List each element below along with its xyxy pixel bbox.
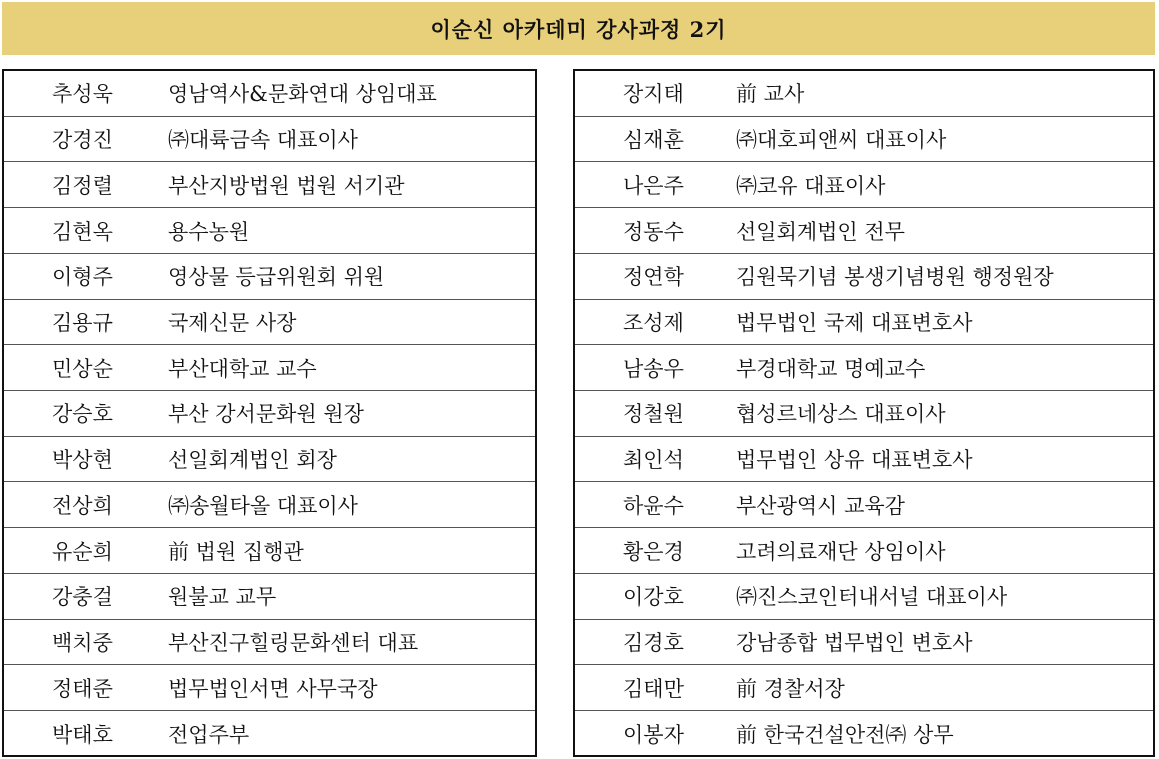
table-row [575, 620, 1153, 666]
person-name: 전상희 [52, 493, 113, 518]
person-title: 前 교사 [736, 82, 805, 107]
table-row [575, 345, 1153, 391]
table-row [575, 437, 1153, 483]
person-title: 법무법인서면 사무국장 [168, 676, 378, 701]
header-bar [2, 2, 1155, 55]
person-title: ㈜코유 대표이사 [736, 173, 886, 198]
table-row [4, 528, 535, 574]
table-row [575, 482, 1153, 528]
page-title: 이순신 아카데미 강사과정 2기 [430, 16, 727, 42]
person-name: 정태준 [52, 676, 113, 701]
person-title: 용수농원 [168, 219, 250, 244]
person-name: 나은주 [623, 173, 684, 198]
person-title: 원불교 교무 [168, 585, 277, 610]
person-title: 부산 강서문화원 원장 [168, 402, 364, 427]
table-row [4, 208, 535, 254]
person-title: 부산진구힐링문화센터 대표 [168, 630, 419, 655]
person-name: 하윤수 [623, 493, 684, 518]
person-name: 박상현 [52, 448, 113, 473]
person-name: 김용규 [52, 310, 113, 335]
table-row [575, 71, 1153, 117]
right-roster-table [573, 69, 1155, 757]
table-row [575, 162, 1153, 208]
person-title: 선일회계법인 회장 [168, 448, 337, 473]
person-name: 최인석 [623, 448, 684, 473]
table-row [4, 620, 535, 666]
table-row [4, 711, 535, 757]
person-title: ㈜대호피앤씨 대표이사 [736, 128, 947, 153]
table-row [575, 300, 1153, 346]
person-title: ㈜대륙금속 대표이사 [168, 128, 358, 153]
table-row [575, 117, 1153, 163]
person-name: 김현옥 [52, 219, 113, 244]
table-row [4, 391, 535, 437]
person-title: 국제신문 사장 [168, 310, 297, 335]
person-name: 황은경 [623, 539, 684, 564]
person-title: 전업주부 [168, 722, 250, 747]
person-title: 김원묵기념 봉생기념병원 행정원장 [736, 265, 1054, 290]
person-name: 백치중 [52, 630, 113, 655]
person-title: 부경대학교 명예교수 [736, 356, 926, 381]
person-title: 前 경찰서장 [736, 676, 845, 701]
table-row [575, 254, 1153, 300]
person-title: 부산지방법원 법원 서기관 [168, 173, 405, 198]
person-title: 부산광역시 교육감 [736, 493, 905, 518]
person-title: 강남종합 법무법인 변호사 [736, 630, 973, 655]
table-row [4, 574, 535, 620]
table-row [575, 208, 1153, 254]
table-row [575, 528, 1153, 574]
person-name: 이봉자 [623, 722, 684, 747]
person-title: 영상물 등급위원회 위원 [168, 265, 385, 290]
person-name: 김태만 [623, 676, 684, 701]
person-name: 민상순 [52, 356, 113, 381]
table-row [4, 437, 535, 483]
person-name: 박태호 [52, 722, 113, 747]
person-title: ㈜송월타올 대표이사 [168, 493, 358, 518]
person-name: 정동수 [623, 219, 684, 244]
person-title: 법무법인 상유 대표변호사 [736, 448, 973, 473]
person-name: 남송우 [623, 356, 684, 381]
person-name: 정연학 [623, 265, 684, 290]
person-title: 前 한국건설안전㈜ 상무 [736, 722, 954, 747]
person-title: 부산대학교 교수 [168, 356, 317, 381]
table-row [575, 665, 1153, 711]
person-title: 고려의료재단 상임이사 [736, 539, 946, 564]
table-row [575, 391, 1153, 437]
left-roster-table [2, 69, 537, 757]
table-row [4, 300, 535, 346]
table-row [4, 254, 535, 300]
person-title: 협성르네상스 대표이사 [736, 402, 946, 427]
person-name: 강경진 [52, 128, 113, 153]
person-name: 김경호 [623, 630, 684, 655]
table-row [4, 345, 535, 391]
person-title: 영남역사&문화연대 상임대표 [168, 82, 437, 107]
person-name: 조성제 [623, 310, 684, 335]
person-title: 선일회계법인 전무 [736, 219, 905, 244]
person-title: ㈜진스코인터내서널 대표이사 [736, 585, 1008, 610]
table-row [575, 711, 1153, 757]
person-title: 법무법인 국제 대표변호사 [736, 310, 973, 335]
table-row [4, 665, 535, 711]
table-row [4, 162, 535, 208]
person-name: 강승호 [52, 402, 113, 427]
person-name: 이강호 [623, 585, 684, 610]
table-row [4, 71, 535, 117]
person-name: 김정렬 [52, 173, 113, 198]
person-name: 심재훈 [623, 128, 684, 153]
table-row [4, 482, 535, 528]
person-name: 유순희 [52, 539, 113, 564]
person-name: 정철원 [623, 402, 684, 427]
person-name: 추성욱 [52, 82, 113, 107]
person-name: 장지태 [623, 82, 684, 107]
person-name: 강충걸 [52, 585, 113, 610]
table-row [575, 574, 1153, 620]
person-name: 이형주 [52, 265, 113, 290]
table-row [4, 117, 535, 163]
person-title: 前 법원 집행관 [168, 539, 304, 564]
